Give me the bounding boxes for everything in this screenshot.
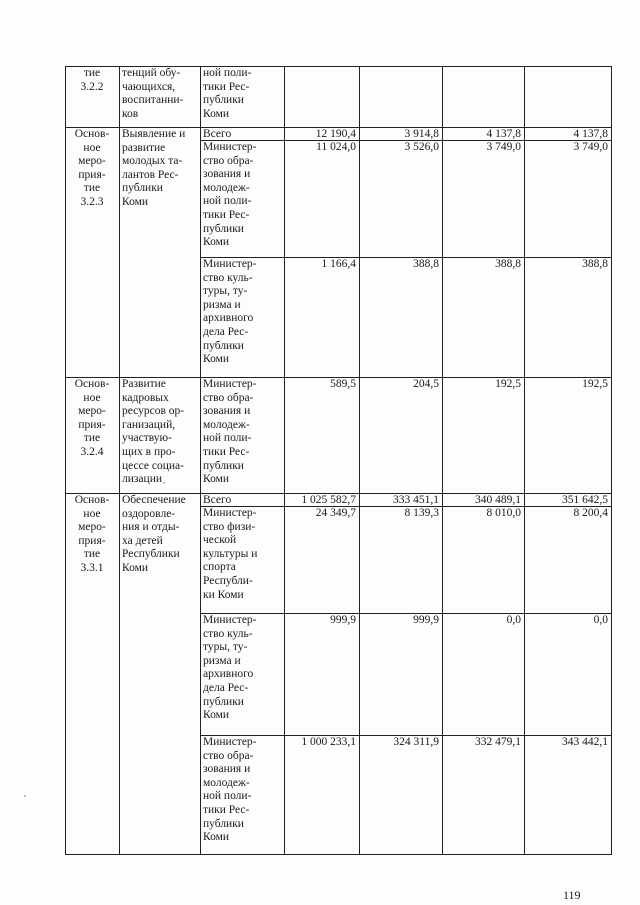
executor-cell: Министер- ство куль- туры, ту- ризма и архивного дела Рес- публики Коми bbox=[203, 614, 257, 722]
amount-cell: 388,8 bbox=[495, 258, 521, 270]
amount-cell: 343 442,1 bbox=[562, 736, 608, 748]
amount-cell: 12 190,4 bbox=[315, 128, 356, 139]
table-rule bbox=[442, 66, 443, 855]
table-rule bbox=[65, 66, 66, 855]
amount-cell: 388,8 bbox=[413, 258, 439, 270]
table-rule bbox=[359, 66, 360, 855]
measure-number: Основ- ное меро- прия- тие 3.2.3 bbox=[74, 128, 110, 208]
measure-name: Обеспечение оздоровле- ния и отды- ха детей Республики Коми bbox=[122, 494, 186, 574]
table-rule bbox=[65, 854, 612, 855]
amount-cell: 4 137,8 bbox=[573, 128, 608, 139]
executor-cell: Министер- ство физи- ческой культуры и спорта Республи- ки Коми bbox=[203, 507, 258, 601]
measure-number: Основ- ное меро- прия- тие 3.2.4 bbox=[74, 378, 110, 458]
executor-cell: Министер- ство обра- зования и молодеж- ной поли- тики Рес- публики Коми bbox=[203, 378, 257, 486]
amount-cell bbox=[527, 67, 608, 126]
amount-cell: 8 200,4 bbox=[573, 507, 608, 519]
amount-cell bbox=[287, 67, 356, 126]
amount-cell: 999,9 bbox=[413, 614, 439, 626]
amount-cell: 333 451,1 bbox=[393, 494, 439, 505]
measure-name: тенций обу- чающихся, воспитанни- ков bbox=[122, 67, 184, 120]
executor-cell: Всего bbox=[203, 128, 232, 139]
amount-cell: 204,5 bbox=[413, 378, 439, 390]
amount-cell: 1 000 233,1 bbox=[301, 736, 356, 748]
table-rule bbox=[524, 66, 525, 855]
measure-name: Развитие кадровых ресурсов ор- ганизаций, участвую- щих в про- цессе социа- лизации bbox=[122, 378, 185, 486]
executor-cell: ной поли- тики Рес- публики Коми bbox=[203, 67, 252, 120]
amount-cell: 24 349,7 bbox=[315, 507, 356, 519]
amount-cell: 589,5 bbox=[330, 378, 356, 390]
amount-cell: 1 166,4 bbox=[321, 258, 356, 270]
amount-cell: 340 489,1 bbox=[475, 494, 521, 505]
amount-cell: 3 749,0 bbox=[573, 141, 608, 153]
executor-cell: Министер- ство обра- зования и молодеж- ной поли- тики Рес- публики Коми bbox=[203, 141, 257, 249]
amount-cell: 4 137,8 bbox=[486, 128, 521, 139]
executor-cell: Всего bbox=[203, 494, 232, 505]
amount-cell: 351 642,5 bbox=[562, 494, 608, 505]
scan-speck bbox=[24, 795, 26, 797]
amount-cell: 324 311,9 bbox=[393, 736, 439, 748]
amount-cell: 1 025 582,7 bbox=[301, 494, 356, 505]
amount-cell bbox=[445, 67, 521, 126]
amount-cell: 0,0 bbox=[506, 614, 521, 626]
executor-cell: Министер- ство обра- зования и молодеж- ной поли- тики Рес- публики Коми bbox=[203, 736, 257, 844]
table-rule bbox=[119, 66, 120, 855]
scan-speck bbox=[163, 482, 165, 484]
amount-cell: 999,9 bbox=[330, 614, 356, 626]
amount-cell: 8 139,3 bbox=[404, 507, 439, 519]
amount-cell: 192,5 bbox=[582, 378, 608, 390]
budget-table bbox=[65, 66, 611, 864]
amount-cell: 3 526,0 bbox=[404, 141, 439, 153]
page-number: 119 bbox=[563, 888, 581, 902]
amount-cell: 332 479,1 bbox=[475, 736, 521, 748]
amount-cell: 388,8 bbox=[582, 258, 608, 270]
amount-cell: 11 024,0 bbox=[316, 141, 356, 153]
amount-cell: 8 010,0 bbox=[486, 507, 521, 519]
amount-cell: 3 914,8 bbox=[404, 128, 439, 139]
table-rule bbox=[284, 66, 285, 855]
amount-cell: 192,5 bbox=[495, 378, 521, 390]
amount-cell: 0,0 bbox=[593, 614, 608, 626]
executor-cell: Министер- ство куль- туры, ту- ризма и архивного дела Рес- публики Коми bbox=[203, 258, 257, 366]
measure-number: тие 3.2.2 bbox=[80, 67, 104, 93]
table-rule bbox=[200, 66, 201, 855]
measure-number: Основ- ное меро- прия- тие 3.3.1 bbox=[74, 494, 110, 574]
measure-name: Выявление и развитие молодых та- лантов Рес- публики Коми bbox=[122, 128, 186, 208]
amount-cell bbox=[362, 67, 439, 126]
amount-cell: 3 749,0 bbox=[486, 141, 521, 153]
table-rule bbox=[611, 66, 612, 855]
